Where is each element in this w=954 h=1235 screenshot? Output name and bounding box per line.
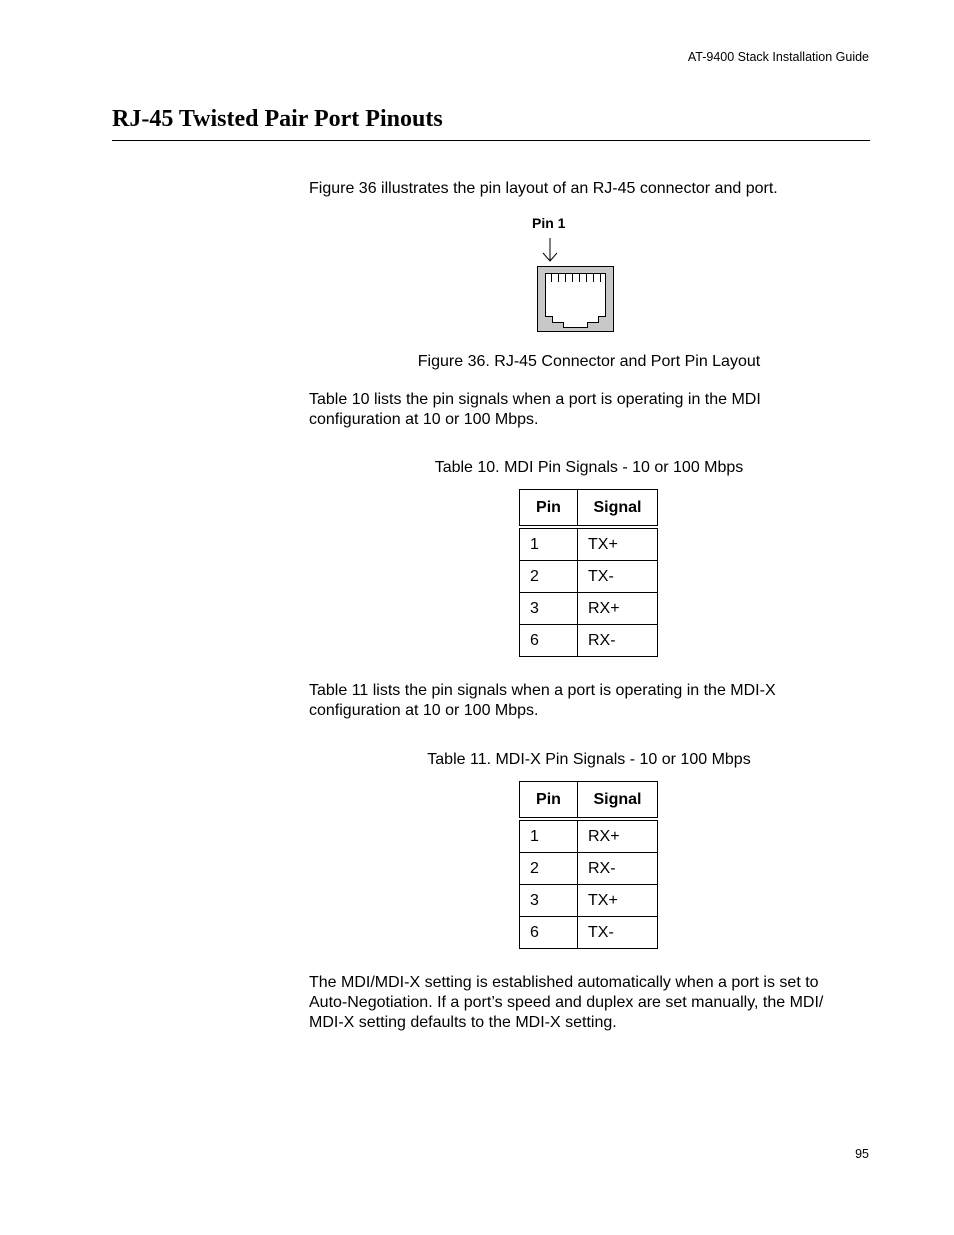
rj45-port-figure xyxy=(530,236,620,336)
signal-cell: TX+ xyxy=(578,885,658,917)
signal-cell: RX- xyxy=(578,853,658,885)
column-header-signal: Signal xyxy=(578,490,658,528)
mdi-paragraph-line-2: configuration at 10 or 100 Mbps. xyxy=(309,411,539,428)
closing-line-1: The MDI/MDI-X setting is established automatically when a port is set to xyxy=(309,974,819,991)
pin-cell: 1 xyxy=(520,819,578,853)
table-row xyxy=(520,625,658,657)
signal-cell: TX- xyxy=(578,561,658,593)
pin-cell: 6 xyxy=(520,625,578,657)
table-row xyxy=(520,853,658,885)
mdix-paragraph xyxy=(309,681,869,721)
pin-cell: 3 xyxy=(520,885,578,917)
table-row xyxy=(520,527,658,561)
table-row xyxy=(520,917,658,949)
pin-cell: 6 xyxy=(520,917,578,949)
pin-cell: 2 xyxy=(520,561,578,593)
section-title: RJ-45 Twisted Pair Port Pinouts xyxy=(112,106,443,132)
pin-1-label: Pin 1 xyxy=(532,215,566,231)
pin-cell: 3 xyxy=(520,593,578,625)
pin-cell: 1 xyxy=(520,527,578,561)
port-opening xyxy=(546,274,606,328)
pin-1-arrow-icon xyxy=(543,238,557,261)
page-number: 95 xyxy=(855,1147,869,1161)
signal-cell: RX+ xyxy=(578,819,658,853)
signal-cell: RX+ xyxy=(578,593,658,625)
mdi-pin-table xyxy=(519,489,658,657)
signal-cell: RX- xyxy=(578,625,658,657)
column-header-pin: Pin xyxy=(520,490,578,528)
table-row xyxy=(520,561,658,593)
closing-line-2: Auto-Negotiation. If a port’s speed and duplex are set manually, the MDI/ xyxy=(309,994,824,1011)
title-rule xyxy=(112,140,870,141)
mdix-paragraph-line-1: Table 11 lists the pin signals when a port is operating in the MDI-X xyxy=(309,682,776,699)
intro-paragraph: Figure 36 illustrates the pin layout of an RJ-45 connector and port. xyxy=(309,180,778,197)
table-row xyxy=(520,593,658,625)
column-header-signal: Signal xyxy=(578,782,658,820)
signal-cell: TX- xyxy=(578,917,658,949)
signal-cell: TX+ xyxy=(578,527,658,561)
running-header: AT-9400 Stack Installation Guide xyxy=(687,50,869,64)
mdix-paragraph-line-2: configuration at 10 or 100 Mbps. xyxy=(309,702,539,719)
pin-cell: 2 xyxy=(520,853,578,885)
closing-line-3: MDI-X setting defaults to the MDI-X setting. xyxy=(309,1014,617,1031)
mdix-pin-table xyxy=(519,781,658,949)
mdi-paragraph xyxy=(309,390,869,430)
table-10-caption: Table 10. MDI Pin Signals - 10 or 100 Mbps xyxy=(434,459,744,476)
table-row xyxy=(520,885,658,917)
table-header-row xyxy=(520,782,658,820)
table-11-caption: Table 11. MDI-X Pin Signals - 10 or 100 Mbps xyxy=(427,751,751,768)
closing-paragraph xyxy=(309,973,869,1033)
column-header-pin: Pin xyxy=(520,782,578,820)
table-header-row xyxy=(520,490,658,528)
table-row xyxy=(520,819,658,853)
figure-caption: Figure 36. RJ-45 Connector and Port Pin Layout xyxy=(417,353,761,370)
mdi-paragraph-line-1: Table 10 lists the pin signals when a port is operating in the MDI xyxy=(309,391,761,408)
